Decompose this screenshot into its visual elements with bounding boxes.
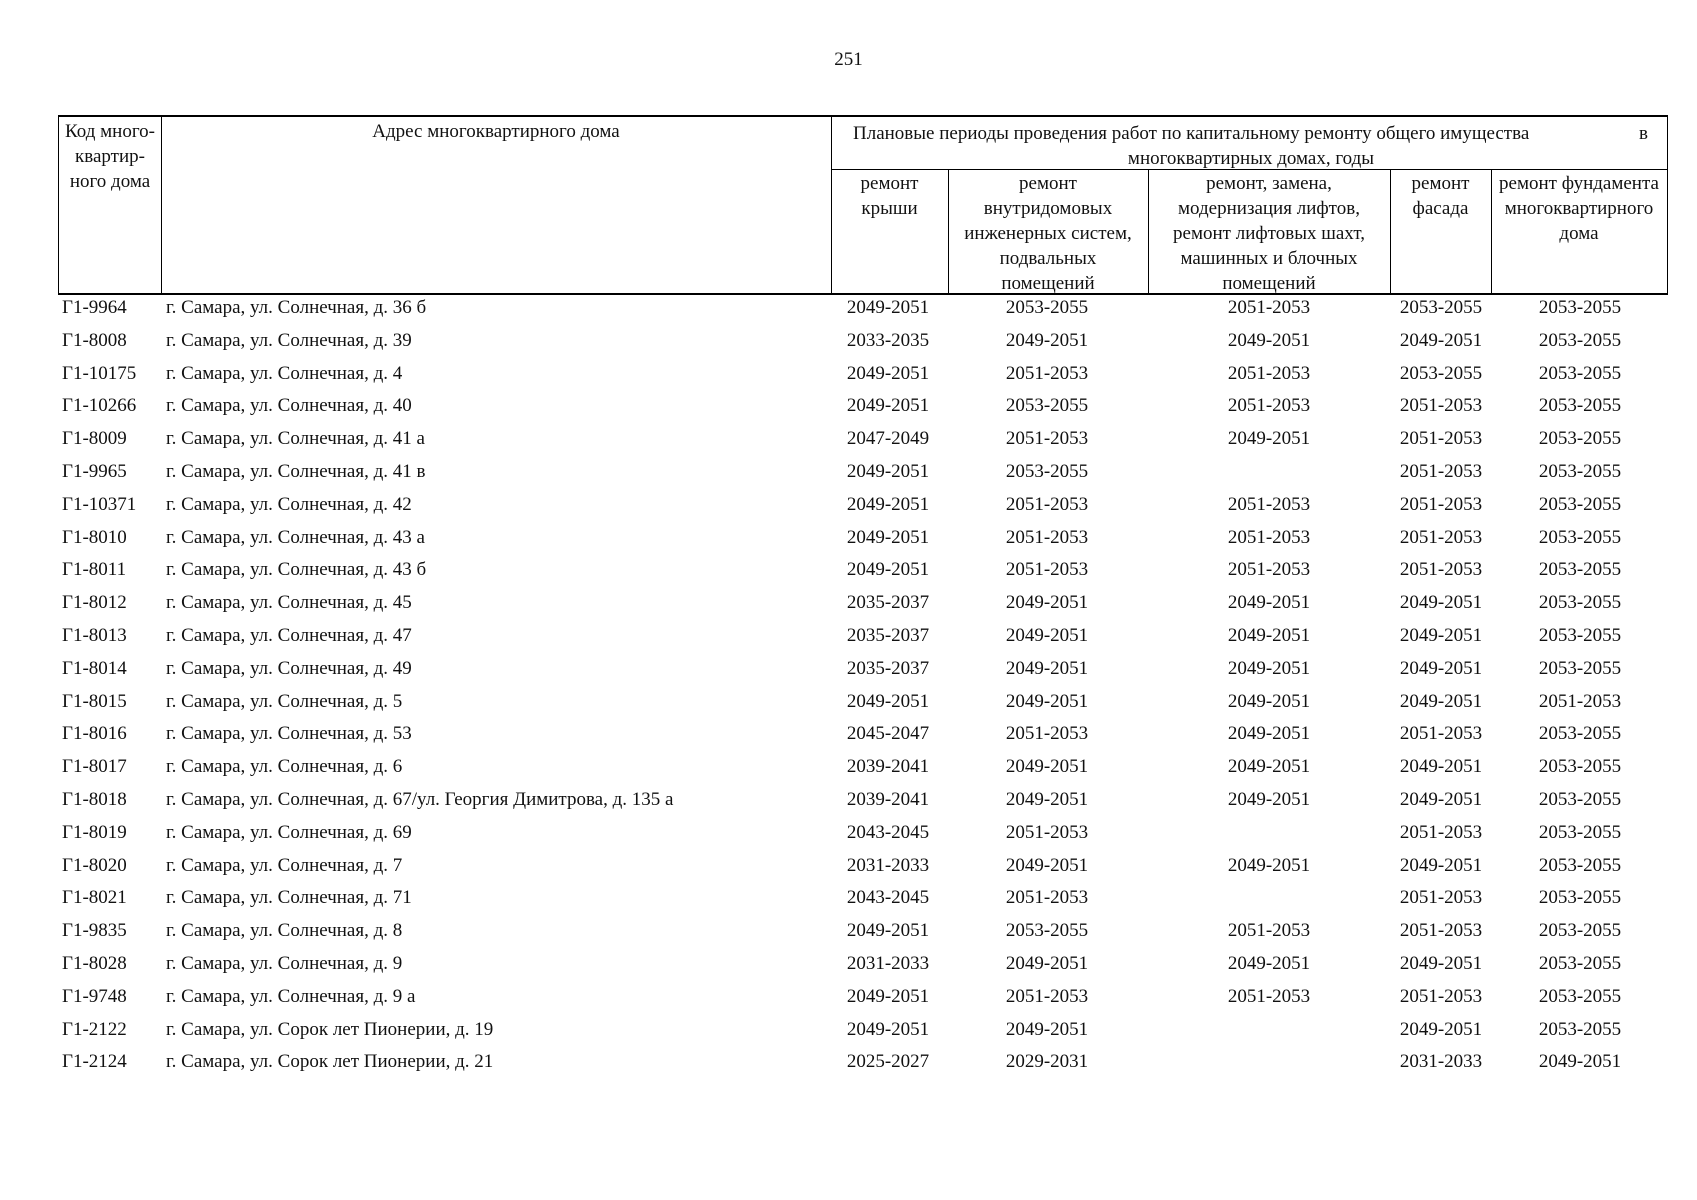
- row-engineering-period: 2049-2051: [1005, 329, 1089, 351]
- row-address: г. Самара, ул. Солнечная, д. 41 в: [166, 460, 426, 482]
- row-engineering-period: 2049-2051: [1005, 1018, 1089, 1040]
- row-facade-period: 2051-2053: [1399, 428, 1483, 450]
- row-engineering-period: 2049-2051: [1005, 690, 1089, 712]
- row-code: Г1-8019: [62, 821, 127, 843]
- header-engineering-line: ремонт: [1019, 173, 1077, 194]
- table-row: [0, 820, 1697, 853]
- row-foundation-period: 2053-2055: [1538, 821, 1622, 843]
- row-roof-period: 2039-2041: [846, 756, 930, 778]
- row-facade-period: 2049-2051: [1399, 329, 1483, 351]
- table-row: [0, 656, 1697, 689]
- row-code: Г1-8015: [62, 690, 127, 712]
- table-row: [0, 393, 1697, 426]
- row-engineering-period: 2051-2053: [1005, 362, 1089, 384]
- row-lift-period: 2049-2051: [1227, 952, 1311, 974]
- row-roof-period: 2035-2037: [846, 657, 930, 679]
- row-roof-period: 2039-2041: [846, 788, 930, 810]
- row-roof-period: 2049-2051: [846, 690, 930, 712]
- row-roof-period: 2043-2045: [846, 821, 930, 843]
- row-roof-period: 2035-2037: [846, 624, 930, 646]
- header-lifts-line: машинных и блочных: [1180, 248, 1358, 269]
- row-facade-period: 2051-2053: [1399, 985, 1483, 1007]
- row-facade-period: 2049-2051: [1399, 624, 1483, 646]
- row-address: г. Самара, ул. Солнечная, д. 67/ул. Георгия Димитрова, д. 135 а: [166, 788, 674, 810]
- table-body: [0, 295, 1697, 1082]
- row-code: Г1-8010: [62, 526, 127, 548]
- row-facade-period: 2051-2053: [1399, 460, 1483, 482]
- row-code: Г1-8009: [62, 428, 127, 450]
- row-foundation-period: 2053-2055: [1538, 887, 1622, 909]
- row-foundation-period: 2053-2055: [1538, 985, 1622, 1007]
- row-address: г. Самара, ул. Солнечная, д. 9: [166, 952, 403, 974]
- row-code: Г1-9835: [62, 920, 127, 942]
- row-foundation-period: 2053-2055: [1538, 428, 1622, 450]
- table-row: [0, 885, 1697, 918]
- header-facade-line: фасада: [1412, 198, 1469, 219]
- row-lift-period: 2051-2053: [1227, 493, 1311, 515]
- row-facade-period: 2053-2055: [1399, 297, 1483, 318]
- row-code: Г1-8018: [62, 788, 127, 810]
- row-address: г. Самара, ул. Солнечная, д. 41 а: [166, 428, 425, 450]
- row-engineering-period: 2053-2055: [1005, 460, 1089, 482]
- row-address: г. Самара, ул. Солнечная, д. 9 а: [166, 985, 416, 1007]
- row-foundation-period: 2053-2055: [1538, 460, 1622, 482]
- header-lifts: [1148, 171, 1390, 296]
- row-engineering-period: 2051-2053: [1005, 887, 1089, 909]
- row-lift-period: 2049-2051: [1227, 854, 1311, 876]
- row-engineering-period: 2053-2055: [1005, 920, 1089, 942]
- row-roof-period: 2049-2051: [846, 297, 930, 318]
- row-engineering-period: 2051-2053: [1005, 428, 1089, 450]
- row-engineering-period: 2049-2051: [1005, 952, 1089, 974]
- table-row: [0, 984, 1697, 1017]
- row-address: г. Самара, ул. Солнечная, д. 39: [166, 329, 412, 351]
- row-foundation-period: 2053-2055: [1538, 395, 1622, 417]
- table-row: [0, 361, 1697, 394]
- row-facade-period: 2051-2053: [1399, 493, 1483, 515]
- row-address: г. Самара, ул. Солнечная, д. 36 б: [166, 297, 427, 318]
- row-lift-period: 2049-2051: [1227, 329, 1311, 351]
- row-address: г. Самара, ул. Сорок лет Пионерии, д. 21: [166, 1051, 494, 1073]
- row-lift-period: 2049-2051: [1227, 624, 1311, 646]
- table-row: [0, 295, 1697, 328]
- row-code: Г1-8020: [62, 854, 127, 876]
- table-row: [0, 918, 1697, 951]
- row-foundation-period: 2053-2055: [1538, 1018, 1622, 1040]
- row-facade-period: 2051-2053: [1399, 723, 1483, 745]
- row-code: Г1-8011: [62, 559, 127, 581]
- header-address: Адрес многоквартирного дома: [372, 121, 620, 142]
- row-foundation-period: 2053-2055: [1538, 788, 1622, 810]
- row-code: Г1-10371: [62, 493, 137, 515]
- row-code: Г1-8016: [62, 723, 127, 745]
- row-facade-period: 2049-2051: [1399, 854, 1483, 876]
- row-foundation-period: 2053-2055: [1538, 657, 1622, 679]
- row-engineering-period: 2051-2053: [1005, 526, 1089, 548]
- row-facade-period: 2051-2053: [1399, 920, 1483, 942]
- table-row: [0, 590, 1697, 623]
- row-foundation-period: 2053-2055: [1538, 362, 1622, 384]
- row-roof-period: 2049-2051: [846, 460, 930, 482]
- header-lifts-line: помещений: [1222, 273, 1316, 294]
- row-address: г. Самара, ул. Сорок лет Пионерии, д. 19: [166, 1018, 494, 1040]
- row-roof-period: 2049-2051: [846, 493, 930, 515]
- row-code: Г1-8012: [62, 592, 127, 614]
- header-group-line2: многоквартирных домах, годы: [1127, 148, 1375, 169]
- header-lifts-line: модернизация лифтов,: [1178, 198, 1360, 219]
- row-foundation-period: 2053-2055: [1538, 526, 1622, 548]
- row-facade-period: 2049-2051: [1399, 788, 1483, 810]
- row-engineering-period: 2053-2055: [1005, 395, 1089, 417]
- header-foundation-line: многоквартирного: [1504, 198, 1654, 219]
- table-row: [0, 525, 1697, 558]
- header-roof: [831, 171, 948, 221]
- row-address: г. Самара, ул. Солнечная, д. 69: [166, 821, 412, 843]
- row-foundation-period: 2053-2055: [1538, 624, 1622, 646]
- row-roof-period: 2045-2047: [846, 723, 930, 745]
- header-code-line: Код много-: [65, 121, 155, 142]
- table-row: [0, 721, 1697, 754]
- row-foundation-period: 2053-2055: [1538, 493, 1622, 515]
- header-code: [59, 119, 161, 194]
- row-address: г. Самара, ул. Солнечная, д. 6: [166, 756, 403, 778]
- row-code: Г1-8008: [62, 329, 127, 351]
- row-address: г. Самара, ул. Солнечная, д. 53: [166, 723, 412, 745]
- row-address: г. Самара, ул. Солнечная, д. 43 б: [166, 559, 427, 581]
- row-lift-period: 2049-2051: [1227, 788, 1311, 810]
- row-address: г. Самара, ул. Солнечная, д. 45: [166, 592, 412, 614]
- row-facade-period: 2049-2051: [1399, 592, 1483, 614]
- header-engineering-line: помещений: [1001, 273, 1095, 294]
- row-roof-period: 2047-2049: [846, 428, 930, 450]
- row-lift-period: 2049-2051: [1227, 428, 1311, 450]
- row-roof-period: 2025-2027: [846, 1051, 930, 1073]
- row-code: Г1-10175: [62, 362, 137, 384]
- row-foundation-period: 2049-2051: [1538, 1051, 1622, 1073]
- header-foundation-line: дома: [1559, 223, 1599, 244]
- row-code: Г1-9964: [62, 297, 127, 318]
- table-row: [0, 754, 1697, 787]
- table-row: [0, 1049, 1697, 1082]
- row-foundation-period: 2053-2055: [1538, 297, 1622, 318]
- row-engineering-period: 2053-2055: [1005, 297, 1089, 318]
- row-code: Г1-8014: [62, 657, 127, 679]
- row-address: г. Самара, ул. Солнечная, д. 42: [166, 493, 412, 515]
- row-engineering-period: 2049-2051: [1005, 657, 1089, 679]
- row-foundation-period: 2053-2055: [1538, 854, 1622, 876]
- row-lift-period: 2049-2051: [1227, 657, 1311, 679]
- row-code: Г1-2124: [62, 1051, 127, 1073]
- row-code: Г1-8013: [62, 624, 127, 646]
- row-roof-period: 2049-2051: [846, 1018, 930, 1040]
- row-facade-period: 2051-2053: [1399, 559, 1483, 581]
- row-lift-period: 2051-2053: [1227, 526, 1311, 548]
- row-code: Г1-9748: [62, 985, 127, 1007]
- row-engineering-period: 2051-2053: [1005, 821, 1089, 843]
- row-address: г. Самара, ул. Солнечная, д. 7: [166, 854, 403, 876]
- row-engineering-period: 2049-2051: [1005, 756, 1089, 778]
- row-engineering-period: 2051-2053: [1005, 559, 1089, 581]
- row-facade-period: 2049-2051: [1399, 1018, 1483, 1040]
- row-roof-period: 2049-2051: [846, 526, 930, 548]
- row-engineering-period: 2029-2031: [1005, 1051, 1089, 1073]
- row-lift-period: 2051-2053: [1227, 920, 1311, 942]
- row-code: Г1-9965: [62, 460, 127, 482]
- row-lift-period: 2049-2051: [1227, 723, 1311, 745]
- header-roof-line: ремонт: [860, 173, 919, 194]
- header-lifts-line: ремонт, замена,: [1206, 173, 1332, 194]
- row-address: г. Самара, ул. Солнечная, д. 5: [166, 690, 403, 712]
- header-code-line: квартир-: [75, 146, 145, 167]
- row-facade-period: 2051-2053: [1399, 526, 1483, 548]
- row-roof-period: 2049-2051: [846, 395, 930, 417]
- row-engineering-period: 2051-2053: [1005, 985, 1089, 1007]
- row-roof-period: 2049-2051: [846, 362, 930, 384]
- header-foundation-line: ремонт фундамента: [1499, 173, 1659, 194]
- header-engineering: [948, 171, 1148, 296]
- row-lift-period: 2049-2051: [1227, 690, 1311, 712]
- row-facade-period: 2051-2053: [1399, 887, 1483, 909]
- row-foundation-period: 2053-2055: [1538, 559, 1622, 581]
- row-foundation-period: 2053-2055: [1538, 329, 1622, 351]
- header-group-line1-tail: в: [1639, 123, 1648, 144]
- table-row: [0, 787, 1697, 820]
- table-row: [0, 492, 1697, 525]
- row-address: г. Самара, ул. Солнечная, д. 40: [166, 395, 412, 417]
- table-header: [58, 115, 1668, 295]
- header-group-line1: Плановые периоды проведения работ по капитальному ремонту общего имущества: [853, 123, 1530, 144]
- row-address: г. Самара, ул. Солнечная, д. 43 а: [166, 526, 425, 548]
- row-address: г. Самара, ул. Солнечная, д. 71: [166, 887, 412, 909]
- header-foundation: [1491, 171, 1667, 246]
- table-row: [0, 459, 1697, 492]
- row-address: г. Самара, ул. Солнечная, д. 49: [166, 657, 412, 679]
- row-code: Г1-10266: [62, 395, 137, 417]
- row-facade-period: 2049-2051: [1399, 657, 1483, 679]
- header-roof-line: крыши: [861, 198, 918, 219]
- header-engineering-line: внутридомовых: [983, 198, 1113, 219]
- row-foundation-period: 2051-2053: [1538, 690, 1622, 712]
- header-code-line: ного дома: [69, 171, 151, 192]
- row-roof-period: 2049-2051: [846, 920, 930, 942]
- row-engineering-period: 2049-2051: [1005, 624, 1089, 646]
- row-lift-period: 2051-2053: [1227, 985, 1311, 1007]
- row-foundation-period: 2053-2055: [1538, 952, 1622, 974]
- row-foundation-period: 2053-2055: [1538, 920, 1622, 942]
- row-code: Г1-8021: [62, 887, 127, 909]
- row-code: Г1-8028: [62, 952, 127, 974]
- row-roof-period: 2049-2051: [846, 985, 930, 1007]
- table-row: [0, 1017, 1697, 1050]
- row-lift-period: 2051-2053: [1227, 362, 1311, 384]
- table-row: [0, 623, 1697, 656]
- row-roof-period: 2031-2033: [846, 854, 930, 876]
- table-row: [0, 328, 1697, 361]
- row-facade-period: 2049-2051: [1399, 952, 1483, 974]
- row-engineering-period: 2049-2051: [1005, 788, 1089, 810]
- row-facade-period: 2051-2053: [1399, 821, 1483, 843]
- row-facade-period: 2049-2051: [1399, 756, 1483, 778]
- page-number: 251: [834, 49, 863, 70]
- row-lift-period: 2051-2053: [1227, 297, 1311, 318]
- row-address: г. Самара, ул. Солнечная, д. 47: [166, 624, 412, 646]
- row-facade-period: 2051-2053: [1399, 395, 1483, 417]
- row-engineering-period: 2051-2053: [1005, 493, 1089, 515]
- row-lift-period: 2049-2051: [1227, 756, 1311, 778]
- row-facade-period: 2049-2051: [1399, 690, 1483, 712]
- row-address: г. Самара, ул. Солнечная, д. 8: [166, 920, 403, 942]
- row-foundation-period: 2053-2055: [1538, 592, 1622, 614]
- table-row: [0, 557, 1697, 590]
- row-roof-period: 2031-2033: [846, 952, 930, 974]
- row-roof-period: 2049-2051: [846, 559, 930, 581]
- row-facade-period: 2031-2033: [1399, 1051, 1483, 1073]
- row-engineering-period: 2051-2053: [1005, 723, 1089, 745]
- header-lifts-line: ремонт лифтовых шахт,: [1173, 223, 1365, 244]
- row-roof-period: 2033-2035: [846, 329, 930, 351]
- row-roof-period: 2035-2037: [846, 592, 930, 614]
- row-lift-period: 2049-2051: [1227, 592, 1311, 614]
- row-engineering-period: 2049-2051: [1005, 592, 1089, 614]
- row-foundation-period: 2053-2055: [1538, 723, 1622, 745]
- row-lift-period: 2051-2053: [1227, 395, 1311, 417]
- row-address: г. Самара, ул. Солнечная, д. 4: [166, 362, 403, 384]
- row-lift-period: 2051-2053: [1227, 559, 1311, 581]
- header-engineering-line: инженерных систем,: [964, 223, 1132, 244]
- table-row: [0, 689, 1697, 722]
- header-facade-line: ремонт: [1411, 173, 1470, 194]
- row-code: Г1-8017: [62, 756, 127, 778]
- table-row: [0, 426, 1697, 459]
- row-facade-period: 2053-2055: [1399, 362, 1483, 384]
- row-engineering-period: 2049-2051: [1005, 854, 1089, 876]
- header-facade: [1390, 171, 1491, 221]
- row-code: Г1-2122: [62, 1018, 127, 1040]
- header-engineering-line: подвальных: [999, 248, 1097, 269]
- table-row: [0, 951, 1697, 984]
- table-row: [0, 853, 1697, 886]
- row-roof-period: 2043-2045: [846, 887, 930, 909]
- row-foundation-period: 2053-2055: [1538, 756, 1622, 778]
